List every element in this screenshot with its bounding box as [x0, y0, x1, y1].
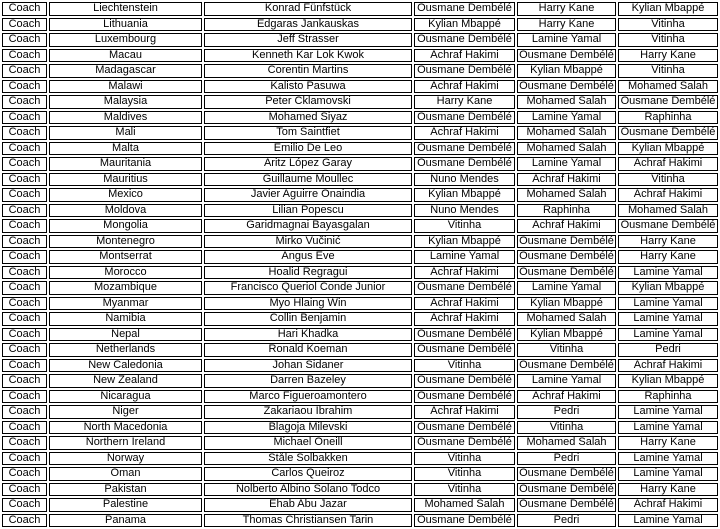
cell-player-pick-3: Lamine Yamal — [618, 467, 718, 481]
cell-country: Northern Ireland — [49, 436, 202, 450]
cell-player-pick-2: Lamine Yamal — [517, 281, 616, 295]
table-row — [2, 312, 718, 326]
cell-country: Palestine — [49, 498, 202, 512]
table-row — [2, 18, 718, 32]
cell-country: Mauritania — [49, 157, 202, 171]
cell-coach-name: Mirko Vučinić — [204, 235, 412, 249]
cell-role: Coach — [2, 328, 47, 342]
cell-player-pick-1: Ousmane Dembélé — [414, 281, 515, 295]
cell-country: Malta — [49, 142, 202, 156]
cell-country: Montserrat — [49, 250, 202, 264]
cell-player-pick-1: Ousmane Dembélé — [414, 33, 515, 47]
cell-coach-name: Ronald Koeman — [204, 343, 412, 357]
table-row — [2, 250, 718, 264]
cell-player-pick-3: Vitinha — [618, 33, 718, 47]
cell-coach-name: Corentin Martins — [204, 64, 412, 78]
cell-role: Coach — [2, 219, 47, 233]
cell-player-pick-2: Ousmane Dembélé — [517, 266, 616, 280]
cell-player-pick-1: Ousmane Dembélé — [414, 328, 515, 342]
cell-player-pick-2: Ousmane Dembélé — [517, 483, 616, 497]
cell-player-pick-2: Kylian Mbappé — [517, 297, 616, 311]
cell-country: Mauritius — [49, 173, 202, 187]
cell-player-pick-1: Achraf Hakimi — [414, 126, 515, 140]
cell-role: Coach — [2, 452, 47, 466]
cell-player-pick-1: Kylian Mbappé — [414, 188, 515, 202]
cell-player-pick-2: Achraf Hakimi — [517, 390, 616, 404]
cell-country: North Macedonia — [49, 421, 202, 435]
cell-country: Oman — [49, 467, 202, 481]
cell-player-pick-1: Achraf Hakimi — [414, 266, 515, 280]
table-row — [2, 514, 718, 528]
cell-country: Mali — [49, 126, 202, 140]
cell-role: Coach — [2, 235, 47, 249]
cell-player-pick-2: Lamine Yamal — [517, 33, 616, 47]
cell-player-pick-3: Achraf Hakimi — [618, 188, 718, 202]
cell-player-pick-2: Mohamed Salah — [517, 188, 616, 202]
cell-player-pick-1: Vitinha — [414, 219, 515, 233]
cell-role: Coach — [2, 111, 47, 125]
cell-country: New Caledonia — [49, 359, 202, 373]
cell-player-pick-2: Ousmane Dembélé — [517, 250, 616, 264]
cell-player-pick-3: Vitinha — [618, 173, 718, 187]
cell-coach-name: Michael Oneill — [204, 436, 412, 450]
table-row — [2, 219, 718, 233]
cell-coach-name: Myo Hlaing Win — [204, 297, 412, 311]
cell-player-pick-3: Kylian Mbappé — [618, 142, 718, 156]
cell-country: Maldives — [49, 111, 202, 125]
cell-coach-name: Carlos Queiroz — [204, 467, 412, 481]
cell-player-pick-2: Kylian Mbappé — [517, 64, 616, 78]
cell-player-pick-3: Harry Kane — [618, 483, 718, 497]
cell-player-pick-2: Harry Kane — [517, 18, 616, 32]
cell-player-pick-3: Lamine Yamal — [618, 405, 718, 419]
cell-coach-name: Francisco Queriol Conde Junior — [204, 281, 412, 295]
cell-player-pick-2: Achraf Hakimi — [517, 219, 616, 233]
cell-role: Coach — [2, 374, 47, 388]
cell-player-pick-3: Mohamed Salah — [618, 204, 718, 218]
cell-role: Coach — [2, 2, 47, 16]
cell-player-pick-1: Lamine Yamal — [414, 250, 515, 264]
cell-player-pick-2: Ousmane Dembélé — [517, 80, 616, 94]
cell-role: Coach — [2, 405, 47, 419]
cell-coach-name: Tom Saintfiet — [204, 126, 412, 140]
cell-coach-name: Mohamed Siyaz — [204, 111, 412, 125]
cell-coach-name: Marco Figueroamontero — [204, 390, 412, 404]
table-row — [2, 467, 718, 481]
cell-player-pick-3: Kylian Mbappé — [618, 281, 718, 295]
cell-role: Coach — [2, 343, 47, 357]
cell-player-pick-3: Lamine Yamal — [618, 266, 718, 280]
cell-player-pick-2: Lamine Yamal — [517, 374, 616, 388]
cell-country: Panama — [49, 514, 202, 528]
cell-player-pick-1: Achraf Hakimi — [414, 312, 515, 326]
table-row — [2, 328, 718, 342]
cell-player-pick-3: Achraf Hakimi — [618, 359, 718, 373]
cell-player-pick-3: Kylian Mbappé — [618, 374, 718, 388]
cell-role: Coach — [2, 436, 47, 450]
cell-player-pick-1: Achraf Hakimi — [414, 297, 515, 311]
cell-coach-name: Zakariaou Ibrahim — [204, 405, 412, 419]
cell-player-pick-2: Ousmane Dembélé — [517, 467, 616, 481]
cell-coach-name: Ehab Abu Jazar — [204, 498, 412, 512]
cell-player-pick-1: Ousmane Dembélé — [414, 343, 515, 357]
cell-country: Myanmar — [49, 297, 202, 311]
cell-player-pick-3: Lamine Yamal — [618, 421, 718, 435]
cell-role: Coach — [2, 467, 47, 481]
cell-coach-name: Johan Sidaner — [204, 359, 412, 373]
cell-country: Montenegro — [49, 235, 202, 249]
cell-player-pick-3: Achraf Hakimi — [618, 157, 718, 171]
cell-role: Coach — [2, 250, 47, 264]
cell-player-pick-1: Ousmane Dembélé — [414, 390, 515, 404]
cell-role: Coach — [2, 49, 47, 63]
table-body — [2, 2, 718, 527]
cell-player-pick-2: Achraf Hakimi — [517, 173, 616, 187]
cell-player-pick-3: Vitinha — [618, 18, 718, 32]
cell-player-pick-2: Vitinha — [517, 343, 616, 357]
cell-coach-name: Ståle Solbakken — [204, 452, 412, 466]
cell-country: Norway — [49, 452, 202, 466]
cell-coach-name: Darren Bazeley — [204, 374, 412, 388]
cell-player-pick-3: Lamine Yamal — [618, 297, 718, 311]
cell-coach-name: Hoalid Regragui — [204, 266, 412, 280]
table-row — [2, 2, 718, 16]
cell-player-pick-1: Vitinha — [414, 452, 515, 466]
cell-player-pick-2: Mohamed Salah — [517, 95, 616, 109]
cell-player-pick-2: Vitinha — [517, 421, 616, 435]
cell-player-pick-1: Achraf Hakimi — [414, 405, 515, 419]
cell-player-pick-2: Pedri — [517, 514, 616, 528]
cell-role: Coach — [2, 312, 47, 326]
cell-coach-name: Guillaume Moullec — [204, 173, 412, 187]
cell-player-pick-2: Mohamed Salah — [517, 436, 616, 450]
cell-player-pick-1: Kylian Mbappé — [414, 235, 515, 249]
cell-player-pick-1: Mohamed Salah — [414, 498, 515, 512]
cell-player-pick-2: Lamine Yamal — [517, 111, 616, 125]
cell-player-pick-1: Ousmane Dembélé — [414, 421, 515, 435]
cell-country: Morocco — [49, 266, 202, 280]
cell-country: Malaysia — [49, 95, 202, 109]
cell-player-pick-3: Ousmane Dembélé — [618, 219, 718, 233]
cell-country: New Zealand — [49, 374, 202, 388]
cell-player-pick-3: Vitinha — [618, 64, 718, 78]
table-row — [2, 142, 718, 156]
table-row — [2, 111, 718, 125]
table-row — [2, 49, 718, 63]
cell-player-pick-2: Ousmane Dembélé — [517, 235, 616, 249]
cell-coach-name: Blagoja Milevski — [204, 421, 412, 435]
cell-role: Coach — [2, 33, 47, 47]
cell-player-pick-2: Pedri — [517, 405, 616, 419]
cell-role: Coach — [2, 281, 47, 295]
cell-country: Mexico — [49, 188, 202, 202]
table-row — [2, 281, 718, 295]
cell-country: Nicaragua — [49, 390, 202, 404]
cell-country: Nepal — [49, 328, 202, 342]
cell-country: Niger — [49, 405, 202, 419]
table-row — [2, 64, 718, 78]
table-row — [2, 405, 718, 419]
cell-role: Coach — [2, 18, 47, 32]
cell-country: Lithuania — [49, 18, 202, 32]
cell-coach-name: Kenneth Kar Lok Kwok — [204, 49, 412, 63]
cell-player-pick-1: Ousmane Dembélé — [414, 374, 515, 388]
cell-role: Coach — [2, 514, 47, 528]
cell-role: Coach — [2, 297, 47, 311]
cell-player-pick-2: Mohamed Salah — [517, 142, 616, 156]
cell-country: Macau — [49, 49, 202, 63]
cell-coach-name: Javier Aguirre Onaindia — [204, 188, 412, 202]
table-row — [2, 297, 718, 311]
table-row — [2, 173, 718, 187]
cell-player-pick-3: Lamine Yamal — [618, 452, 718, 466]
cell-player-pick-1: Ousmane Dembélé — [414, 2, 515, 16]
table-row — [2, 359, 718, 373]
cell-coach-name: Peter Cklamovski — [204, 95, 412, 109]
table-row — [2, 452, 718, 466]
cell-player-pick-3: Lamine Yamal — [618, 312, 718, 326]
cell-player-pick-1: Ousmane Dembélé — [414, 436, 515, 450]
cell-player-pick-1: Achraf Hakimi — [414, 80, 515, 94]
cell-role: Coach — [2, 126, 47, 140]
cell-coach-name: Lilian Popescu — [204, 204, 412, 218]
cell-coach-name: Angus Eve — [204, 250, 412, 264]
cell-player-pick-2: Ousmane Dembélé — [517, 498, 616, 512]
cell-player-pick-1: Vitinha — [414, 483, 515, 497]
cell-coach-name: Konrad Fünfstück — [204, 2, 412, 16]
cell-player-pick-3: Harry Kane — [618, 49, 718, 63]
cell-country: Netherlands — [49, 343, 202, 357]
table-row — [2, 126, 718, 140]
cell-country: Mongolia — [49, 219, 202, 233]
cell-role: Coach — [2, 266, 47, 280]
table-row — [2, 421, 718, 435]
cell-coach-name: Collin Benjamin — [204, 312, 412, 326]
table-row — [2, 343, 718, 357]
cell-player-pick-1: Ousmane Dembélé — [414, 64, 515, 78]
cell-player-pick-3: Harry Kane — [618, 250, 718, 264]
table-row — [2, 436, 718, 450]
table-row — [2, 390, 718, 404]
cell-player-pick-1: Ousmane Dembélé — [414, 142, 515, 156]
cell-player-pick-3: Pedri — [618, 343, 718, 357]
cell-player-pick-3: Ousmane Dembélé — [618, 126, 718, 140]
cell-role: Coach — [2, 173, 47, 187]
cell-role: Coach — [2, 64, 47, 78]
cell-role: Coach — [2, 204, 47, 218]
table-row — [2, 498, 718, 512]
cell-coach-name: Thomas Christiansen Tarin — [204, 514, 412, 528]
cell-coach-name: Hari Khadka — [204, 328, 412, 342]
cell-player-pick-3: Lamine Yamal — [618, 328, 718, 342]
table-row — [2, 374, 718, 388]
cell-player-pick-3: Kylian Mbappé — [618, 2, 718, 16]
cell-player-pick-1: Harry Kane — [414, 95, 515, 109]
cell-country: Liechtenstein — [49, 2, 202, 16]
cell-role: Coach — [2, 421, 47, 435]
table-row — [2, 204, 718, 218]
cell-role: Coach — [2, 498, 47, 512]
cell-player-pick-3: Mohamed Salah — [618, 80, 718, 94]
cell-player-pick-1: Vitinha — [414, 467, 515, 481]
cell-player-pick-3: Lamine Yamal — [618, 514, 718, 528]
cell-player-pick-2: Mohamed Salah — [517, 312, 616, 326]
cell-player-pick-1: Kylian Mbappé — [414, 18, 515, 32]
cell-coach-name: Jeff Strasser — [204, 33, 412, 47]
cell-player-pick-1: Nuno Mendes — [414, 204, 515, 218]
cell-country: Namibia — [49, 312, 202, 326]
cell-coach-name: Kalisto Pasuwa — [204, 80, 412, 94]
cell-coach-name: Edgaras Jankauskas — [204, 18, 412, 32]
cell-role: Coach — [2, 390, 47, 404]
cell-role: Coach — [2, 142, 47, 156]
cell-player-pick-3: Achraf Hakimi — [618, 498, 718, 512]
cell-role: Coach — [2, 359, 47, 373]
cell-role: Coach — [2, 483, 47, 497]
cell-player-pick-2: Kylian Mbappé — [517, 328, 616, 342]
cell-player-pick-1: Vitinha — [414, 359, 515, 373]
cell-country: Luxembourg — [49, 33, 202, 47]
cell-player-pick-3: Raphinha — [618, 111, 718, 125]
cell-player-pick-2: Pedri — [517, 452, 616, 466]
table-row — [2, 95, 718, 109]
table-row — [2, 157, 718, 171]
cell-coach-name: Nolberto Albino Solano Todco — [204, 483, 412, 497]
cell-role: Coach — [2, 188, 47, 202]
cell-role: Coach — [2, 80, 47, 94]
cell-country: Moldova — [49, 204, 202, 218]
cell-player-pick-1: Nuno Mendes — [414, 173, 515, 187]
cell-player-pick-1: Ousmane Dembélé — [414, 514, 515, 528]
cell-player-pick-1: Achraf Hakimi — [414, 49, 515, 63]
cell-player-pick-2: Ousmane Dembélé — [517, 359, 616, 373]
cell-player-pick-1: Ousmane Dembélé — [414, 157, 515, 171]
cell-player-pick-3: Harry Kane — [618, 436, 718, 450]
cell-player-pick-2: Harry Kane — [517, 2, 616, 16]
cell-player-pick-3: Ousmane Dembélé — [618, 95, 718, 109]
table-row — [2, 33, 718, 47]
table-row — [2, 483, 718, 497]
cell-coach-name: Garidmagnai Bayasgalan — [204, 219, 412, 233]
cell-coach-name: Aritz López Garay — [204, 157, 412, 171]
cell-country: Malawi — [49, 80, 202, 94]
cell-country: Mozambique — [49, 281, 202, 295]
cell-player-pick-3: Harry Kane — [618, 235, 718, 249]
cell-player-pick-3: Raphinha — [618, 390, 718, 404]
cell-player-pick-2: Lamine Yamal — [517, 157, 616, 171]
cell-player-pick-1: Ousmane Dembélé — [414, 111, 515, 125]
cell-country: Madagascar — [49, 64, 202, 78]
table-row — [2, 80, 718, 94]
cell-player-pick-2: Mohamed Salah — [517, 126, 616, 140]
table-row — [2, 235, 718, 249]
cell-role: Coach — [2, 95, 47, 109]
cell-country: Pakistan — [49, 483, 202, 497]
cell-player-pick-2: Raphinha — [517, 204, 616, 218]
cell-role: Coach — [2, 157, 47, 171]
cell-coach-name: Emilio De Leo — [204, 142, 412, 156]
table-row — [2, 266, 718, 280]
cell-player-pick-2: Ousmane Dembélé — [517, 49, 616, 63]
table-row — [2, 188, 718, 202]
